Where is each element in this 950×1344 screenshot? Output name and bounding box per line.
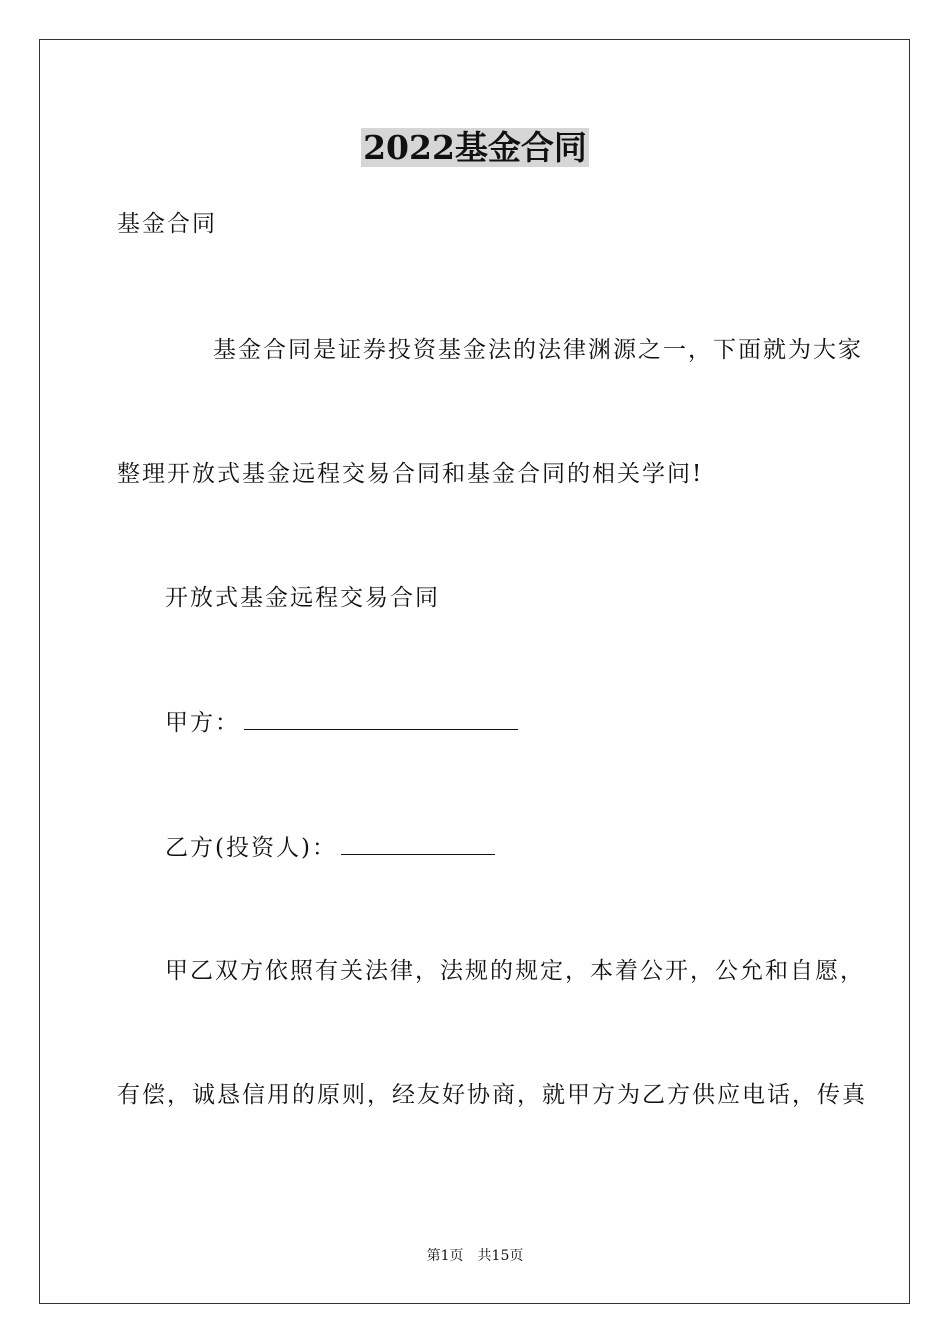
contract-heading: 开放式基金远程交易合同 — [165, 585, 440, 611]
party-a-label: 甲方： — [165, 710, 240, 736]
party-b-line — [165, 832, 495, 863]
intro-paragraph-line-1: 基金合同是证券投资基金法的法律渊源之一，下面就为大家 — [213, 337, 863, 363]
page-total: 共15页 — [477, 1248, 524, 1264]
party-b-blank — [341, 832, 495, 855]
body-line-2: 有偿，诚恳信用的原则，经友好协商，就甲方为乙方供应电话，传真 — [117, 1082, 867, 1108]
party-b-label: 乙方(投资人)： — [165, 835, 337, 861]
document-title-text: 2022基金合同 — [363, 128, 587, 167]
party-a-line — [165, 707, 518, 738]
document-title — [0, 128, 950, 168]
party-a-blank — [244, 707, 518, 730]
page-number: 第1页 — [426, 1248, 464, 1264]
body-line-1: 甲乙双方依照有关法律，法规的规定，本着公开，公允和自愿， — [165, 958, 865, 984]
subtitle: 基金合同 — [117, 211, 217, 237]
page-footer — [0, 1247, 950, 1265]
intro-paragraph-line-2: 整理开放式基金远程交易合同和基金合同的相关学问! — [117, 461, 704, 487]
